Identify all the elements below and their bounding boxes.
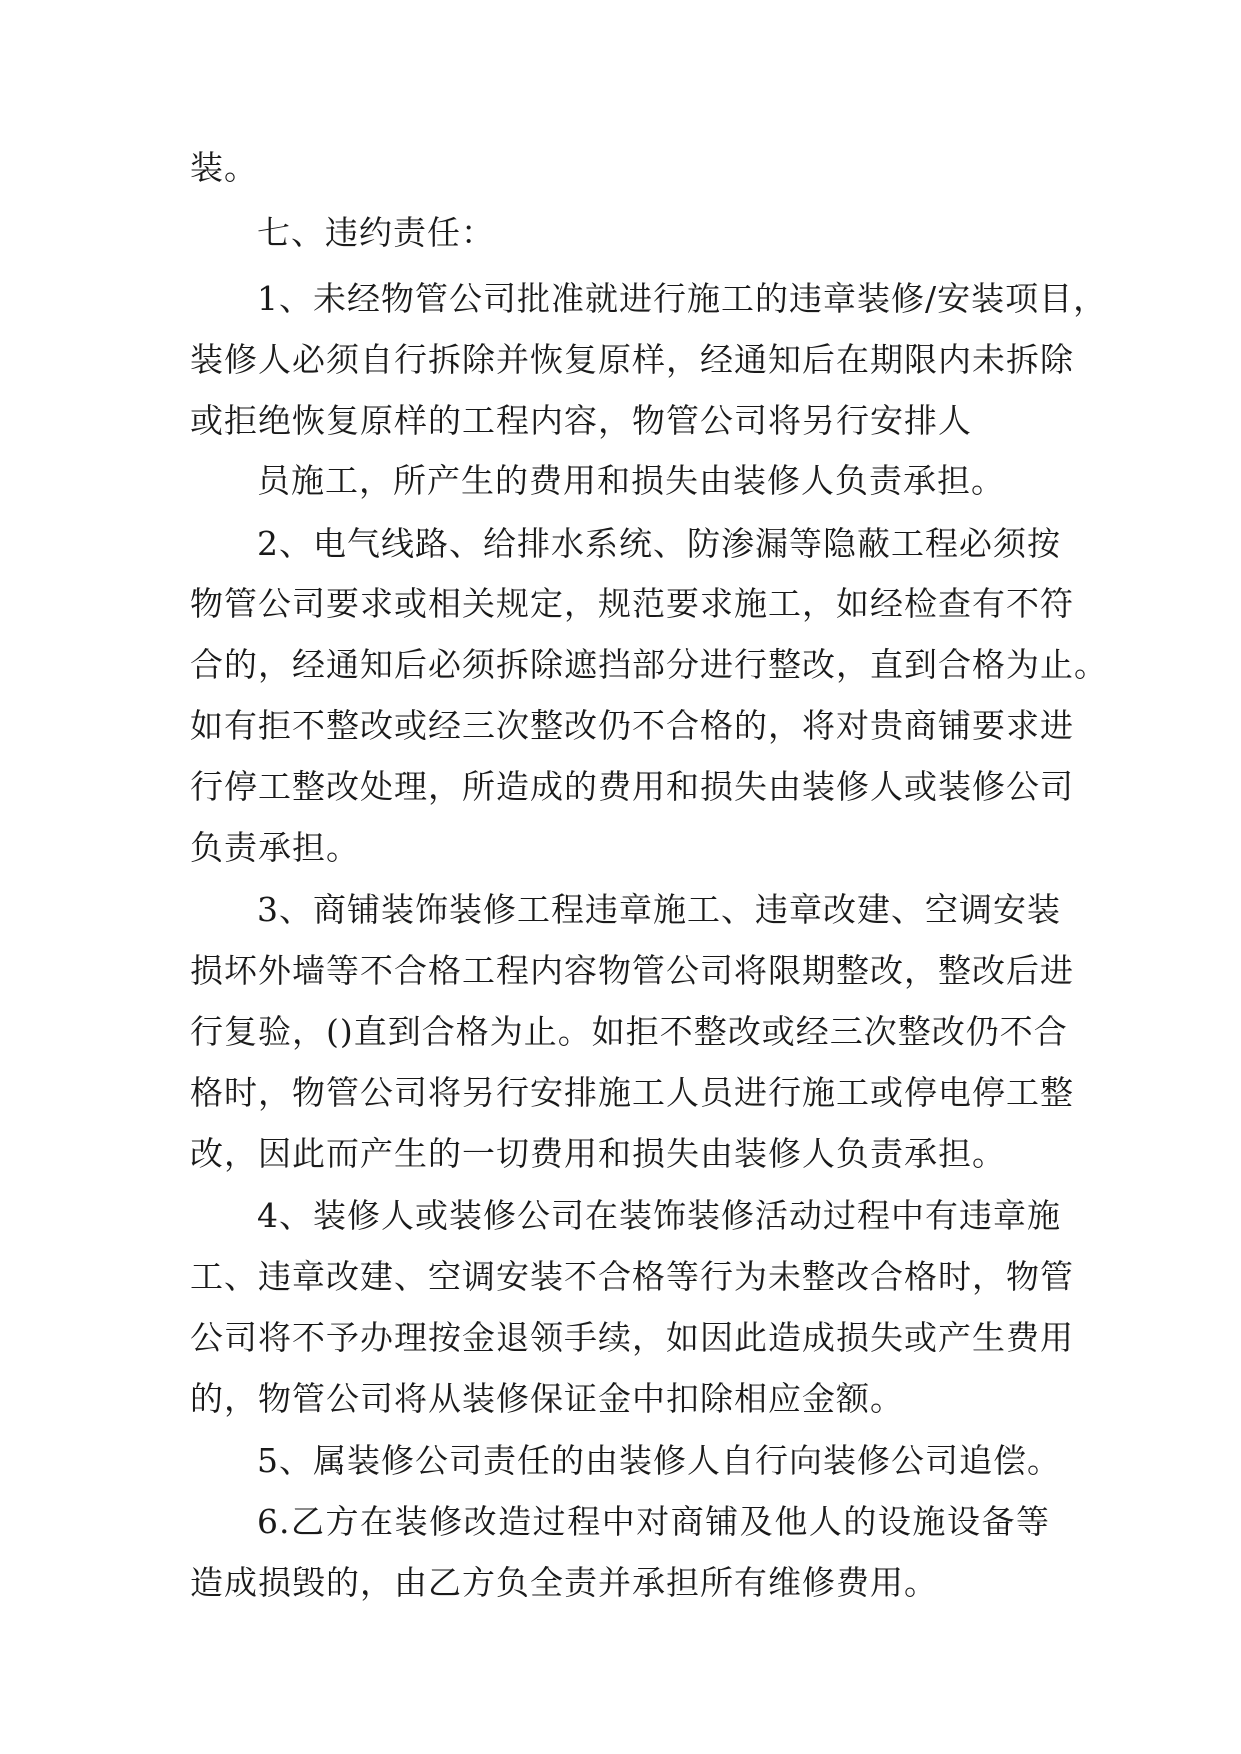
text-line: 物管公司要求或相关规定，规范要求施工，如经检查有不符 bbox=[190, 584, 1074, 623]
text-line: 改，因此而产生的一切费用和损失由装修人负责承担。 bbox=[190, 1134, 1006, 1173]
text-line: 合的，经通知后必须拆除遮挡部分进行整改，直到合格为止。 bbox=[190, 645, 1108, 684]
text-line: 的，物管公司将从装修保证金中扣除相应金额。 bbox=[190, 1379, 904, 1418]
text-line: 装修人必须自行拆除并恢复原样，经通知后在期限内未拆除 bbox=[190, 340, 1074, 379]
text-line: 3、商铺装饰装修工程违章施工、违章改建、空调安装 bbox=[257, 890, 1061, 929]
text-line: 损坏外墙等不合格工程内容物管公司将限期整改，整改后进 bbox=[190, 951, 1074, 990]
text-line: 工、违章改建、空调安装不合格等行为未整改合格时，物管 bbox=[190, 1257, 1074, 1296]
text-line: 6.乙方在装修改造过程中对商铺及他人的设施设备等 bbox=[257, 1502, 1050, 1541]
text-line: 或拒绝恢复原样的工程内容，物管公司将另行安排人 bbox=[190, 401, 972, 440]
text-line: 造成损毁的，由乙方负全责并承担所有维修费用。 bbox=[190, 1563, 938, 1602]
text-line: 行复验，()直到合格为止。如拒不整改或经三次整改仍不合 bbox=[190, 1012, 1068, 1051]
text-line: 2、电气线路、给排水系统、防渗漏等隐蔽工程必须按 bbox=[257, 524, 1061, 563]
text-line: 1、未经物管公司批准就进行施工的违章装修/安装项目， bbox=[257, 279, 1108, 318]
text-line: 装。 bbox=[190, 148, 258, 187]
text-line: 格时，物管公司将另行安排施工人员进行施工或停电停工整 bbox=[190, 1073, 1074, 1112]
text-line: 员施工，所产生的费用和损失由装修人负责承担。 bbox=[257, 461, 1005, 500]
text-line: 公司将不予办理按金退领手续，如因此造成损失或产生费用 bbox=[190, 1318, 1074, 1357]
text-line: 5、属装修公司责任的由装修人自行向装修公司追偿。 bbox=[257, 1441, 1061, 1480]
text-line: 如有拒不整改或经三次整改仍不合格的，将对贵商铺要求进 bbox=[190, 706, 1074, 745]
section-heading: 七、违约责任： bbox=[257, 213, 495, 252]
text-line: 行停工整改处理，所造成的费用和损失由装修人或装修公司 bbox=[190, 767, 1074, 806]
text-line: 负责承担。 bbox=[190, 828, 360, 867]
text-line: 4、装修人或装修公司在装饰装修活动过程中有违章施 bbox=[257, 1196, 1061, 1235]
